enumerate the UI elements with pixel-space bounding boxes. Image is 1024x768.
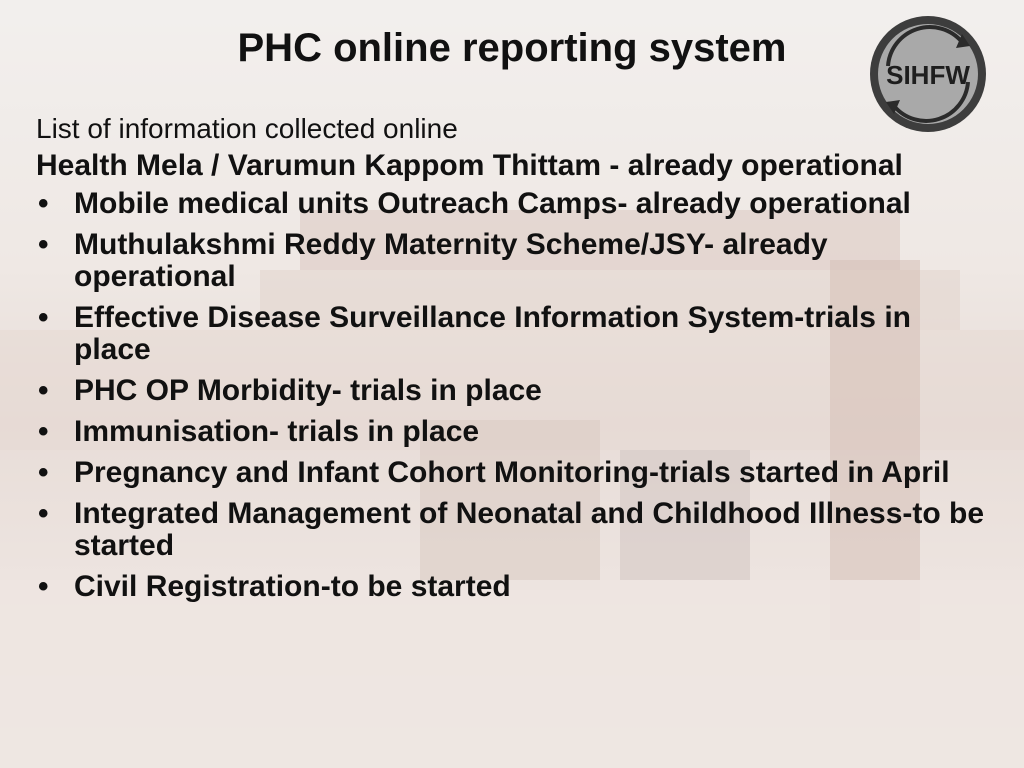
bullet-icon: • (38, 301, 49, 334)
list-item (36, 302, 996, 366)
lead-item: Health Mela / Varumun Kappom Thittam - already operational (36, 149, 903, 182)
bullet-icon: • (38, 228, 49, 261)
list-item-text: Integrated Management of Neonatal and Childhood Illness-to be started (74, 497, 985, 562)
list-item (36, 498, 996, 562)
list-item (36, 416, 996, 448)
slide-title: PHC online reporting system (237, 26, 787, 70)
list-item (36, 571, 996, 603)
list-item-text: Immunisation- trials in place (74, 415, 480, 448)
logo-text: SIHFW (886, 60, 970, 90)
list-item-text: Muthulakshmi Reddy Maternity Scheme/JSY- already operational (74, 228, 828, 293)
list-item-text: Effective Disease Surveillance Information System-trials in place (74, 301, 911, 366)
bullet-icon: • (38, 497, 49, 530)
bullet-icon: • (38, 456, 49, 489)
slide-subtitle: List of information collected online (36, 113, 458, 144)
list-item (36, 375, 996, 407)
bullet-icon: • (38, 374, 49, 407)
slide-body (36, 112, 996, 612)
list-item (36, 229, 996, 293)
bullet-icon: • (38, 570, 49, 603)
bullet-icon: • (38, 415, 49, 448)
bullet-icon: • (38, 187, 49, 220)
list-item-text: Pregnancy and Infant Cohort Monitoring-trials started in April (74, 456, 950, 489)
list-item-text: PHC OP Morbidity- trials in place (74, 374, 542, 407)
bullet-list (36, 188, 996, 603)
list-item (36, 457, 996, 489)
list-item-text: Mobile medical units Outreach Camps- already operational (74, 187, 911, 220)
list-item (36, 188, 996, 220)
list-item-text: Civil Registration-to be started (74, 570, 511, 603)
